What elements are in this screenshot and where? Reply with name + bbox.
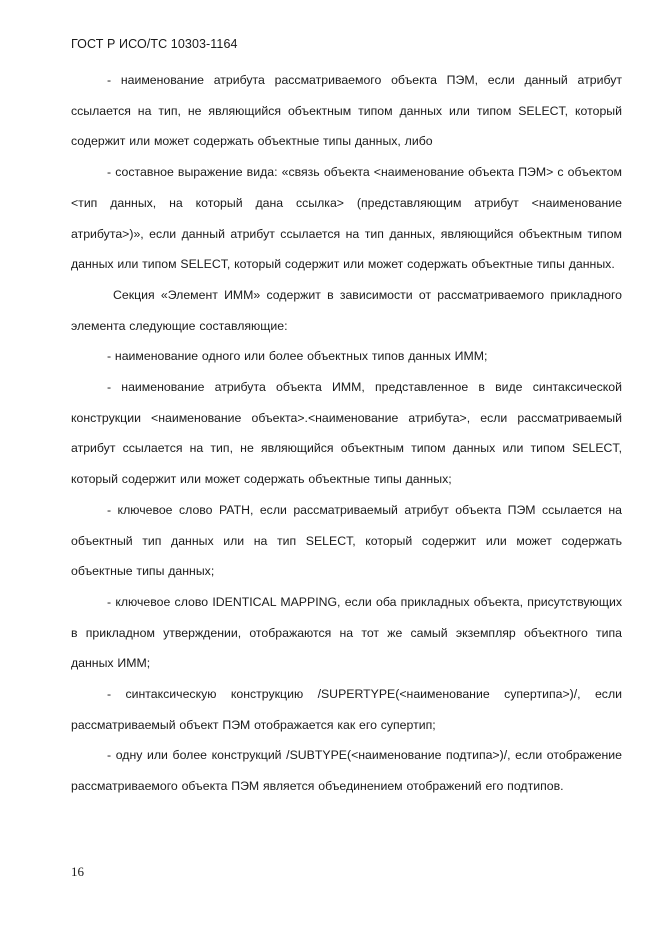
list-item-identical-mapping: - ключевое слово IDENTICAL MAPPING, если оба прикладных объекта, присутствующих в прикладном утверждении, отображаются на тот же самый экземпляр объектного типа данных ИММ; xyxy=(71,594,622,671)
list-item-attribute-name: - наименование атрибута рассматриваемого объекта ПЭМ, если данный атрибут ссылается на тип, не являющийся объектным типом данных или типом SELECT, который содержит или может содержать объектные типы данных, либо xyxy=(71,73,622,149)
list-item-imm-attribute: - наименование атрибута объекта ИММ, представленное в виде синтаксической конструкции <наименование объекта>.<наименование атрибута>, если рассматриваемый атрибут ссылается на тип, не являющийся объектным типом данных или типом SELECT, который содержит или может содержать объектные типы данных; xyxy=(71,380,622,487)
list-item-subtype: - одну или более конструкций /SUBTYPE(<наименование подтипа>)/, если отображение рассматриваемого объекта ПЭМ является объединением отображений его подтипов. xyxy=(71,748,622,794)
body-text xyxy=(71,65,622,802)
document-header: ГОСТ Р ИСО/ТС 10303-1164 xyxy=(71,37,238,51)
list-item-supertype: - синтаксическую конструкцию /SUPERTYPE(<наименование супертипа>)/, если рассматриваемый объект ПЭМ отображается как его супертип; xyxy=(71,687,622,732)
list-item-object-types: - наименование одного или более объектных типов данных ИММ; xyxy=(107,349,488,364)
page-number: 16 xyxy=(71,864,84,879)
list-item-compound-expression: - составное выражение вида: «связь объекта <наименование объекта ПЭМ> с объектом <тип данных, на который дана ссылка> (представляющим атрибут <наименование атрибута>)», если данный атрибут ссылается на тип данных, являющийся объектным типом данных или типом SELECT, который содержит или может содержать объектные типы данных. xyxy=(71,165,622,272)
list-item-path-keyword: - ключевое слово PATH, если рассматриваемый атрибут объекта ПЭМ ссылается на объектный тип данных или на тип SELECT, который содержит или может содержать объектные типы данных; xyxy=(71,502,622,579)
section-intro-paragraph: Секция «Элемент ИММ» содержит в зависимости от рассматриваемого прикладного элемента следующие составляющие: xyxy=(71,287,622,333)
